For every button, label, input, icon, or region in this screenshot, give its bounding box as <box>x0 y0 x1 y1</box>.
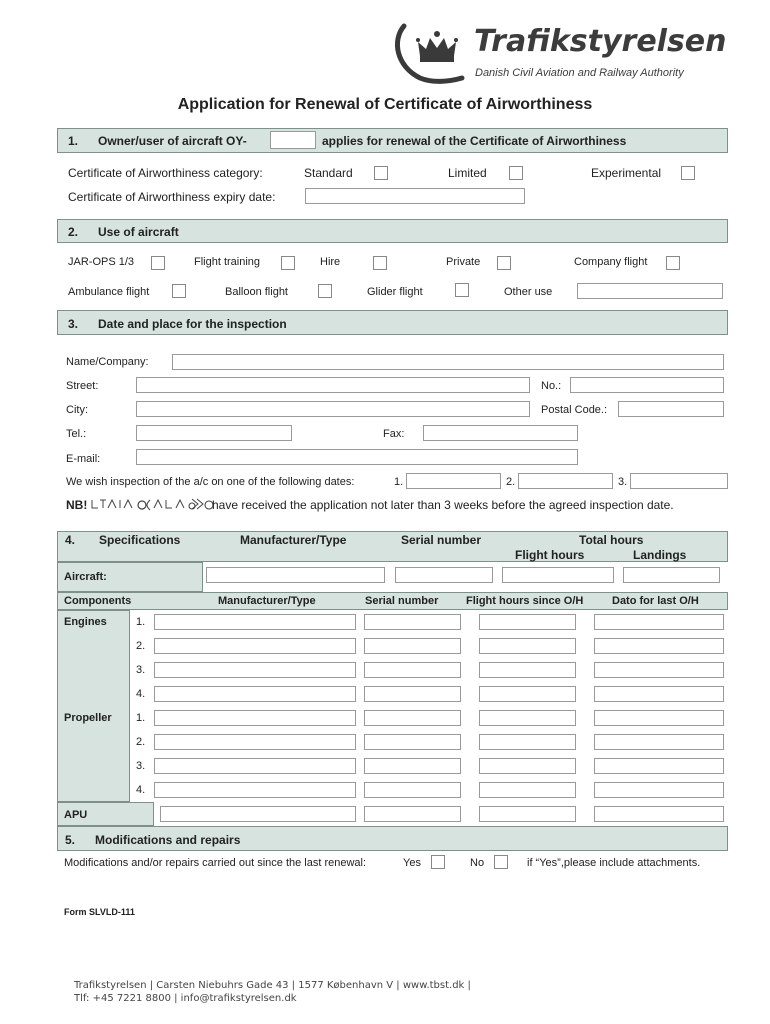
glider-checkbox[interactable] <box>455 283 469 297</box>
engine-1-date-input[interactable] <box>594 614 724 630</box>
propeller-row-number: 2. <box>136 736 146 748</box>
propeller-1-manufacturer-input[interactable] <box>154 710 356 726</box>
crown-emblem-icon <box>392 22 472 86</box>
propeller-1-hours-input[interactable] <box>479 710 576 726</box>
postal-code-input[interactable] <box>618 401 724 417</box>
propeller-4-date-input[interactable] <box>594 782 724 798</box>
jar-ops-label: JAR-OPS 1/3 <box>68 256 135 268</box>
propeller-label: Propeller <box>64 712 112 724</box>
nb-text: have received the application not later than 3 weeks before the agreed inspection date. <box>212 498 674 512</box>
house-no-input[interactable] <box>570 377 724 393</box>
col-total-hours: Total hours <box>579 533 644 547</box>
engine-3-manufacturer-input[interactable] <box>154 662 356 678</box>
category-label: Certificate of Airworthiness category: <box>68 166 263 180</box>
engine-4-date-input[interactable] <box>594 686 724 702</box>
bracket-glyph-icon <box>188 496 214 512</box>
house-no-label: No.: <box>541 380 562 392</box>
modifications-yes-checkbox[interactable] <box>431 855 445 869</box>
engine-row-number: 2. <box>136 640 146 652</box>
company-flight-checkbox[interactable] <box>666 256 680 270</box>
engine-3-date-input[interactable] <box>594 662 724 678</box>
standard-checkbox[interactable] <box>374 166 388 180</box>
name-company-label: Name/Company: <box>66 356 149 368</box>
col-serial-number: Serial number <box>401 533 482 547</box>
engine-3-serial-input[interactable] <box>364 662 461 678</box>
hire-label: Hire <box>320 256 341 268</box>
propeller-3-serial-input[interactable] <box>364 758 461 774</box>
footer-address: Trafikstyrelsen | Carsten Niebuhrs Gade 43 | 1577 København V | www.tbst.dk | <box>74 980 471 991</box>
col-flight-hours: Flight hours <box>515 548 585 562</box>
other-use-label: Other use <box>504 286 553 298</box>
propeller-row-number: 1. <box>136 712 146 724</box>
date-2-input[interactable] <box>518 473 613 489</box>
components-side-panel <box>57 610 130 802</box>
expiry-date-input[interactable] <box>305 188 525 204</box>
propeller-row-number: 4. <box>136 784 146 796</box>
aircraft-flight-hours-input[interactable] <box>502 567 614 583</box>
experimental-label: Experimental <box>591 166 662 180</box>
propeller-2-serial-input[interactable] <box>364 734 461 750</box>
modifications-question: Modifications and/or repairs carried out since the last renewal: <box>64 857 367 869</box>
engine-2-serial-input[interactable] <box>364 638 461 654</box>
propeller-2-hours-input[interactable] <box>479 734 576 750</box>
fax-input[interactable] <box>423 425 578 441</box>
engine-4-serial-input[interactable] <box>364 686 461 702</box>
ambulance-checkbox[interactable] <box>172 284 186 298</box>
engines-label: Engines <box>64 616 107 628</box>
inspection-dates-label: We wish inspection of the a/c on one of the following dates: <box>66 476 355 488</box>
no-label: No <box>470 857 485 869</box>
engine-row-number: 1. <box>136 616 146 628</box>
email-label: E-mail: <box>66 453 101 465</box>
email-input[interactable] <box>136 449 578 465</box>
propeller-1-date-input[interactable] <box>594 710 724 726</box>
engine-2-manufacturer-input[interactable] <box>154 638 356 654</box>
limited-checkbox[interactable] <box>509 166 523 180</box>
date-3-input[interactable] <box>630 473 728 489</box>
engine-1-hours-input[interactable] <box>479 614 576 630</box>
col-manufacturer-type: Manufacturer/Type <box>240 533 347 547</box>
comp-col-flight-hours-since-oh: Flight hours since O/H <box>466 595 584 607</box>
date-3-label: 3. <box>618 476 628 488</box>
brand-subtitle: Danish Civil Aviation and Railway Authority <box>475 67 684 79</box>
flight-training-label: Flight training <box>194 256 261 268</box>
aircraft-label: Aircraft: <box>64 571 107 583</box>
yes-label: Yes <box>403 857 421 869</box>
jar-ops-checkbox[interactable] <box>151 256 165 270</box>
propeller-2-manufacturer-input[interactable] <box>154 734 356 750</box>
aircraft-landings-input[interactable] <box>623 567 720 583</box>
apu-serial-input[interactable] <box>364 806 461 822</box>
engine-1-serial-input[interactable] <box>364 614 461 630</box>
section-1-title: 1. Owner/user of aircraft OY- <box>68 134 247 148</box>
city-label: City: <box>66 404 88 416</box>
fax-label: Fax: <box>383 428 405 440</box>
balloon-label: Balloon flight <box>225 286 288 298</box>
apu-label: APU <box>64 809 88 821</box>
attachments-note: if “Yes”,please include attachments. <box>527 857 701 869</box>
postal-code-label: Postal Code.: <box>541 404 608 416</box>
propeller-4-hours-input[interactable] <box>479 782 576 798</box>
aircraft-serial-input[interactable] <box>395 567 493 583</box>
apu-hours-input[interactable] <box>479 806 576 822</box>
propeller-3-hours-input[interactable] <box>479 758 576 774</box>
balloon-checkbox[interactable] <box>318 284 332 298</box>
section-1-title-suffix: applies for renewal of the Certificate of Airworthiness <box>322 134 627 148</box>
expiry-label: Certificate of Airworthiness expiry date: <box>68 190 276 204</box>
propeller-row-number: 3. <box>136 760 146 772</box>
tel-input[interactable] <box>136 425 292 441</box>
engine-2-hours-input[interactable] <box>479 638 576 654</box>
company-flight-label: Company flight <box>574 256 648 268</box>
hire-checkbox[interactable] <box>373 256 387 270</box>
city-input[interactable] <box>136 401 530 417</box>
components-label: Components <box>64 595 132 607</box>
propeller-3-manufacturer-input[interactable] <box>154 758 356 774</box>
propeller-4-serial-input[interactable] <box>364 782 461 798</box>
footer-contact: Tlf: +45 7221 8800 | info@trafikstyrelsen.dk <box>74 993 297 1004</box>
tel-label: Tel.: <box>66 428 87 440</box>
form-id: Form SLVLD-111 <box>64 907 135 917</box>
section-2-title: 2. Use of aircraft <box>68 225 179 239</box>
other-use-input[interactable] <box>577 283 723 299</box>
ambulance-label: Ambulance flight <box>68 286 150 298</box>
standard-label: Standard <box>304 166 353 180</box>
experimental-checkbox[interactable] <box>681 166 695 180</box>
section-4-number: 4. <box>65 533 76 547</box>
comp-col-manufacturer-type: Manufacturer/Type <box>218 595 316 607</box>
private-checkbox[interactable] <box>497 256 511 270</box>
engine-4-manufacturer-input[interactable] <box>154 686 356 702</box>
propeller-1-serial-input[interactable] <box>364 710 461 726</box>
brand-name: Trafikstyrelsen <box>474 24 727 59</box>
comp-col-serial-number: Serial number <box>365 595 439 607</box>
street-label: Street: <box>66 380 99 392</box>
registration-input[interactable] <box>270 131 316 149</box>
date-2-label: 2. <box>506 476 516 488</box>
section-4-title: Specifications <box>99 533 181 547</box>
date-1-input[interactable] <box>406 473 501 489</box>
col-landings: Landings <box>633 548 687 562</box>
engine-row-number: 4. <box>136 688 146 700</box>
name-company-input[interactable] <box>172 354 724 370</box>
propeller-2-date-input[interactable] <box>594 734 724 750</box>
flight-training-checkbox[interactable] <box>281 256 295 270</box>
engine-row-number: 3. <box>136 664 146 676</box>
limited-label: Limited <box>448 166 487 180</box>
comp-col-date-last-oh: Dato for last O/H <box>612 595 699 607</box>
page-title: Application for Renewal of Certificate of Airworthiness <box>177 96 593 113</box>
glider-label: Glider flight <box>367 286 423 298</box>
engine-1-manufacturer-input[interactable] <box>154 614 356 630</box>
aircraft-manufacturer-input[interactable] <box>206 567 385 583</box>
apu-date-input[interactable] <box>594 806 724 822</box>
engine-4-hours-input[interactable] <box>479 686 576 702</box>
modifications-no-checkbox[interactable] <box>494 855 508 869</box>
engine-3-hours-input[interactable] <box>479 662 576 678</box>
section-5-title: 5. Modifications and repairs <box>65 833 241 847</box>
private-label: Private <box>446 256 481 268</box>
street-input[interactable] <box>136 377 530 393</box>
engine-2-date-input[interactable] <box>594 638 724 654</box>
apu-manufacturer-input[interactable] <box>160 806 356 822</box>
section-3-title: 3. Date and place for the inspection <box>68 317 287 331</box>
propeller-3-date-input[interactable] <box>594 758 724 774</box>
nb-label: NB! <box>66 498 88 512</box>
propeller-4-manufacturer-input[interactable] <box>154 782 356 798</box>
date-1-label: 1. <box>394 476 404 488</box>
